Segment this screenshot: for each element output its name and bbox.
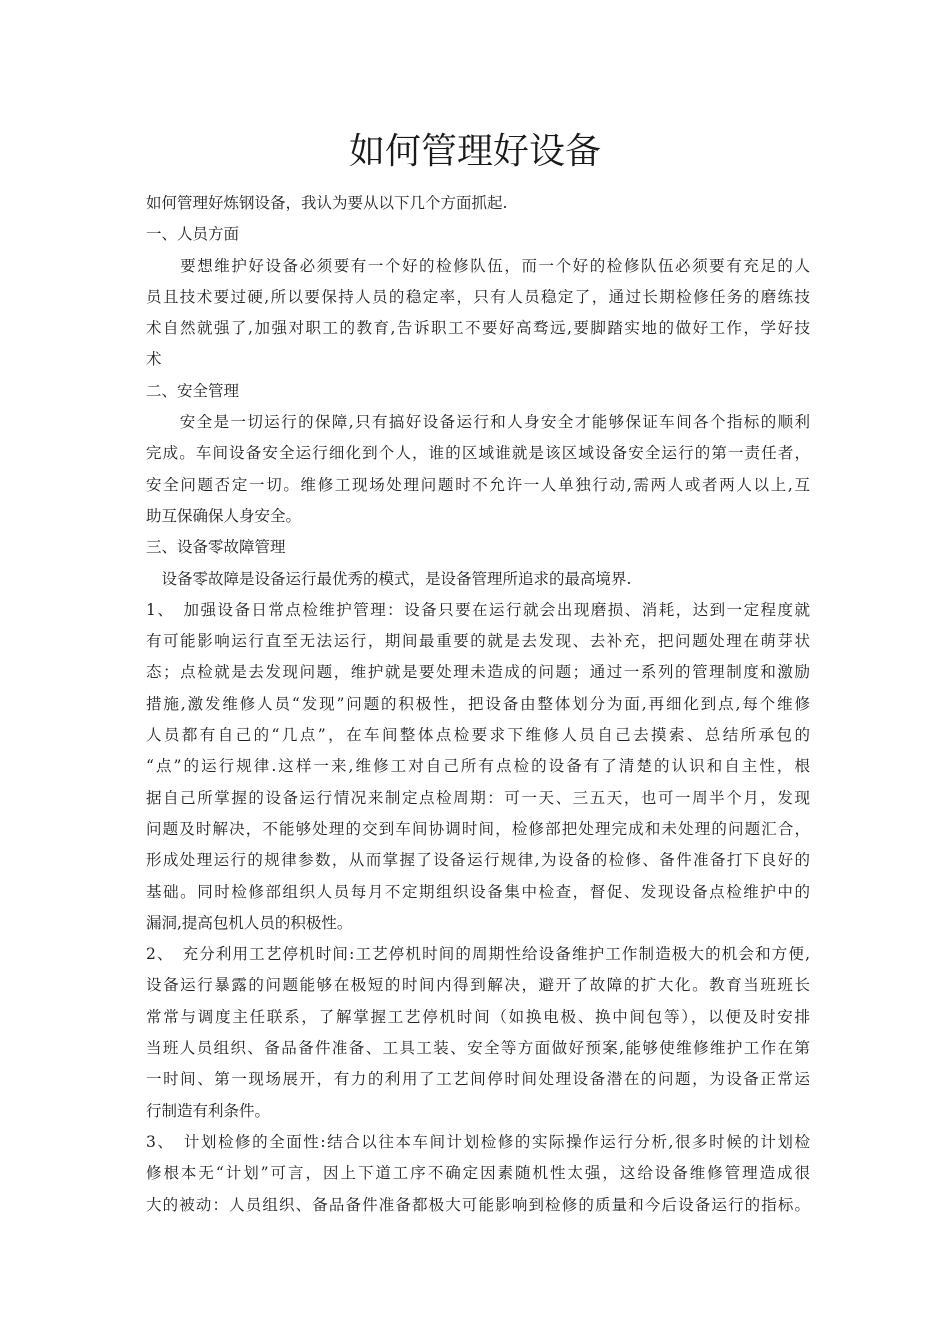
text-line: 一时间、第一现场展开，有力的利用了工艺间停时间处理设备潜在的问题，为设备正常运 [146,1070,810,1089]
text-line: 行制造有利条件。 [146,1101,271,1120]
text-line: 术 [146,350,162,369]
text-line: 态；点检就是去发现问题，维护就是要处理未造成的问题；通过一系列的管理制度和激励 [146,663,810,682]
text-line: 问题及时解决，不能够处理的交到车间协调时间，检修部把处理完成和未处理的问题汇合， [146,819,810,838]
text-line: 1、 加强设备日常点检维护管理：设备只要在运行就会出现磨损、消耗，达到一定程度就 [146,600,810,619]
text-line: 设备运行暴露的问题能够在极短的时间内得到解决，避开了故障的扩大化。教育当班班长 [146,976,810,995]
text-line: 三、设备零故障管理 [146,538,286,557]
text-line: 有可能影响运行直至无法运行，期间最重要的就是去发现、去补充，把问题处理在萌芽状 [146,632,810,651]
text-line: 修根本无“计划”可言，因上下道工序不确定因素随机性太强，这给设备维修管理造成很 [146,1164,810,1183]
text-line: 2、 充分利用工艺停机时间:工艺停机时间的周期性给设备维护工作制造极大的机会和方便, [146,945,810,964]
text-line: 一、人员方面 [146,225,240,244]
page-title: 如何管理好设备 [348,131,601,172]
text-line: “点”的运行规律.这样一来,维修工对自己所有点检的设备有了清楚的认识和自主性，根 [146,757,810,776]
text-line: 3、 计划检修的全面性:结合以往本车间计划检修的实际操作运行分析,很多时候的计划检 [146,1132,810,1151]
text-line: 设备零故障是设备运行最优秀的模式，是设备管理所追求的最高境界. [146,569,632,588]
text-line: 助互保确保人身安全。 [146,506,302,525]
text-line: 人员都有自己的“几点”，在车间整体点检要求下维修人员自己去摸索、总结所承包的 [146,726,810,745]
text-line: 常常与调度主任联系，了解掌握工艺停机时间（如换电极、换中间包等），以便及时安排 [146,1007,810,1026]
text-line: 二、安全管理 [146,381,240,400]
text-line: 措施,激发维修人员“发现”问题的积极性，把设备由整体划分为面,再细化到点,每个维修 [146,694,810,713]
text-line: 据自己所掌握的设备运行情况来制定点检周期：可一天、三五天，也可一周半个月，发现 [146,788,810,807]
text-line: 安全问题否定一切。维修工现场处理问题时不允许一人单独行动,需两人或者两人以上,互 [146,475,810,494]
text-line: 形成处理运行的规律参数，从而掌握了设备运行规律,为设备的检修、备件准备打下良好的 [146,851,810,870]
text-line: 大的被动：人员组织、备品备件准备都极大可能影响到检修的质量和今后设备运行的指标。 [146,1195,810,1214]
text-line: 员且技术要过硬,所以要保持人员的稳定率，只有人员稳定了，通过长期检修任务的磨练技 [146,287,810,306]
text-line: 安全是一切运行的保障,只有搞好设备运行和人身安全才能够保证车间各个指标的顺利 [146,413,810,432]
text-line: 术自然就强了,加强对职工的教育,告诉职工不要好高骛远,要脚踏实地的做好工作，学好技 [146,319,810,338]
document-body [146,188,810,1221]
text-line: 漏洞,提高包机人员的积极性。 [146,913,353,932]
text-line: 如何管理好炼钢设备，我认为要从以下几个方面抓起. [146,194,508,212]
text-line: 要想维护好设备必须要有一个好的检修队伍，而一个好的检修队伍必须要有充足的人 [146,256,810,275]
text-line: 基础。同时检修部组织人员每月不定期组织设备集中检查，督促、发现设备点检维护中的 [146,882,810,901]
text-line: 完成。车间设备安全运行细化到个人，谁的区域谁就是该区域设备安全运行的第一责任者， [146,444,810,463]
text-line: 当班人员组织、备品备件准备、工具工装、安全等方面做好预案,能够使维修维护工作在第 [146,1039,810,1058]
